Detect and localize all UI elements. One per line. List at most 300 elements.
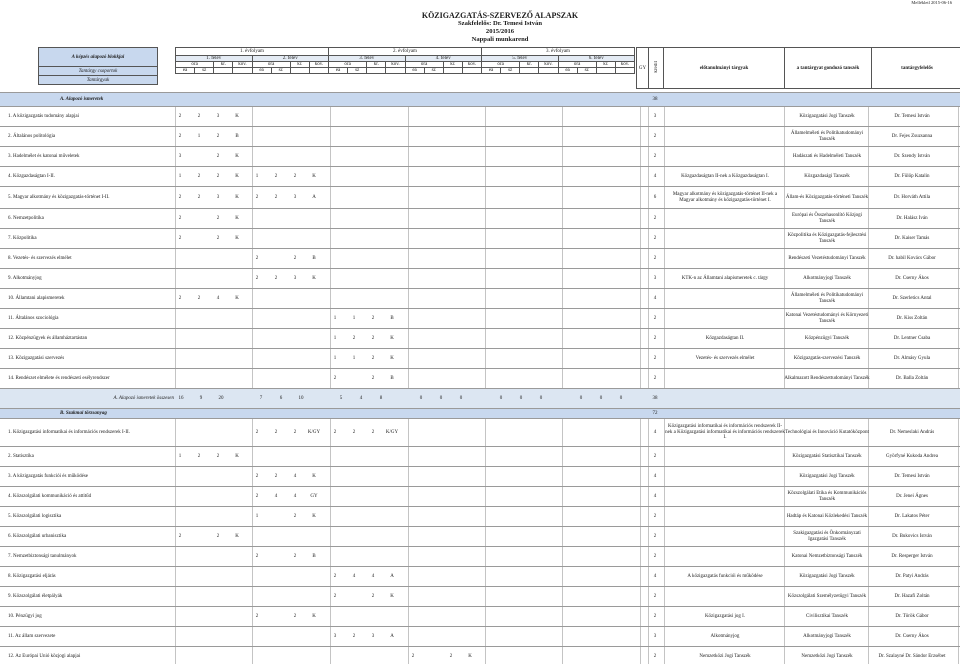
ora-label: óra — [252, 62, 290, 68]
kredit-cell: 2 — [648, 587, 662, 606]
sum-value: 9 — [193, 389, 209, 408]
kredit-cell: 2 — [648, 209, 662, 228]
prereq-cell: Közigazgatási informatikai és információs rendszerek II-nek a Közigazgatási informatikai és információs rendszerek I. — [665, 419, 785, 446]
prereq-cell — [665, 127, 785, 146]
subject-name: 12. Közpénzügyek és államháztartástan — [8, 329, 160, 348]
hour-cell: 2 — [364, 329, 382, 348]
lecturer-cell: Dr. Cserny Ákos — [868, 269, 956, 288]
prereq-cell — [665, 447, 785, 466]
hour-cell: K — [305, 467, 323, 486]
sum-value: 0 — [533, 389, 549, 408]
ora-label: óra — [405, 62, 443, 68]
hour-cell: 4 — [267, 487, 285, 506]
hour-cell: 3 — [171, 147, 189, 166]
hour-cell: 2 — [190, 447, 208, 466]
table-row — [0, 268, 960, 288]
empty-cell — [233, 68, 252, 74]
subject-name: 4. Közgazdaságtan I-II. — [8, 167, 160, 186]
prereq-cell: Vezetés- és szervezés elmélet — [665, 349, 785, 368]
hour-cell: K — [228, 147, 246, 166]
table-row — [0, 308, 960, 328]
sum-value: 0 — [453, 389, 469, 408]
hour-cell — [190, 229, 208, 248]
prereq-cell — [665, 147, 785, 166]
hour-cell: B — [305, 547, 323, 566]
meta-header — [636, 47, 960, 89]
dept-cell: Közszolgálati Személyzetügyi Tanszék — [784, 587, 870, 606]
dept-cell: Közpolitika és Közigazgatás-fejlesztési Tanszék — [784, 229, 870, 248]
hour-cell: 4 — [209, 289, 227, 308]
kr-label: kr. — [367, 62, 386, 68]
subject-name: 11. Az állam szervezete — [8, 627, 160, 646]
dept-cell: Közpénzügyi Tanszék — [784, 329, 870, 348]
kredit-cell: 2 — [648, 507, 662, 526]
table-row — [0, 566, 960, 586]
kov-label: köv. — [309, 62, 328, 68]
dept-cell: Hadtáp és Katonai Közlekedési Tanszék — [784, 507, 870, 526]
kr-label: kr. — [290, 62, 309, 68]
lecturer-cell: Dr. Patyi András — [868, 567, 956, 586]
lecturer-cell: Dr. Lakatos Péter — [868, 507, 956, 526]
subject-name: 6. Közszolgálati urbanisztika — [8, 527, 160, 546]
subject-name: 14. Rendészet elmélete és rendészeti esélyrendszer — [8, 369, 160, 388]
kr-label: kr. — [596, 62, 615, 68]
ora-label: óra — [482, 62, 520, 68]
sum-value — [473, 389, 489, 408]
year-header: 1. évfolyam — [176, 48, 329, 56]
prereq-cell — [665, 369, 785, 388]
corner-block — [38, 47, 158, 85]
hour-cell — [190, 527, 208, 546]
hour-cell: K — [461, 647, 479, 666]
table-row — [0, 526, 960, 546]
semester-header — [175, 47, 635, 74]
dept-cell: Európai és Összehasonlító Közjogi Tanszék — [784, 209, 870, 228]
doc-year: 2015/2016 — [300, 28, 700, 37]
lecturer-cell: Dr. Cserny Ákos — [868, 627, 956, 646]
prereq-cell — [665, 527, 785, 546]
hour-cell: A — [383, 567, 401, 586]
kredit-cell: 4 — [648, 289, 662, 308]
dept-cell: Államelméleti és Politikatudományi Tanszék — [784, 289, 870, 308]
table-row — [0, 626, 960, 646]
hour-cell: K — [305, 607, 323, 626]
subject-name: 12. Az Európai Unió közjogi alapjai — [8, 647, 160, 666]
doc-title: KÖZIGAZGATÁS-SZERVEZŐ ALAPSZAK — [300, 12, 700, 21]
kredit-cell: 4 — [648, 167, 662, 186]
sum-value: 0 — [493, 389, 509, 408]
hour-cell: 3 — [364, 627, 382, 646]
kredit-cell: 2 — [648, 647, 662, 666]
subjects-label: Tantárgyak — [39, 76, 158, 85]
table-row — [0, 446, 960, 466]
sum-value: 16 — [173, 389, 189, 408]
sum-value: 8 — [373, 389, 389, 408]
empty-cell — [596, 68, 615, 74]
kredit-cell: 38 — [648, 93, 662, 106]
kredit-cell: 2 — [648, 349, 662, 368]
dept-cell: Államelméleti és Politikatudományi Tanszék — [784, 127, 870, 146]
lecturer-cell: Dr. Almásy Gyula — [868, 349, 956, 368]
kredit-cell: 2 — [648, 329, 662, 348]
prereq-cell — [665, 249, 785, 268]
subject-name: 6. Nemzetpolitika — [8, 209, 160, 228]
hour-cell: 2 — [248, 269, 266, 288]
hour-cell: 2 — [267, 467, 285, 486]
subject-name: 13. Közigazgatási szervezés — [8, 349, 160, 368]
hour-cell: 2 — [364, 309, 382, 328]
hour-cell: 2 — [286, 547, 304, 566]
hour-cell — [190, 209, 208, 228]
lecturer-cell: Dr. Halász Iván — [868, 209, 956, 228]
empty-cell — [309, 68, 328, 74]
empty-cell — [386, 68, 405, 74]
sum-value: 0 — [613, 389, 629, 408]
dept-cell: Közigazgatási Statisztikai Tanszék — [784, 447, 870, 466]
ea-label: ea — [482, 68, 501, 74]
subject-name: A. Alapozó ismeretek összesen — [8, 389, 174, 408]
dept-cell: Technológiai és Innováció Kutatóközpont — [784, 419, 870, 446]
hour-cell — [267, 507, 285, 526]
table-row — [0, 646, 960, 666]
kredit-cell: 4 — [648, 567, 662, 586]
hour-cell: 2 — [364, 587, 382, 606]
hour-cell: 2 — [248, 419, 266, 446]
lecturer-cell: Dr. Szalayné Dr. Sándor Erzsébet — [868, 647, 956, 666]
hour-cell: 2 — [171, 209, 189, 228]
hour-cell: 2 — [171, 107, 189, 126]
lecturer-cell: Dr. habil Kovács Gábor — [868, 249, 956, 268]
kr-label: kr. — [214, 62, 233, 68]
dept-cell: Állam-és Közigazgatás-történeti Tanszék — [784, 187, 870, 208]
sum-value: 0 — [573, 389, 589, 408]
table-row — [0, 466, 960, 486]
table-row — [0, 586, 960, 606]
kredit-cell: 2 — [648, 547, 662, 566]
dept-cell: Szakigazgatási és Önkormányzati Igazgatási Tanszék — [784, 527, 870, 546]
lecturer-cell: Dr. Resperger István — [868, 547, 956, 566]
hour-cell: K — [228, 289, 246, 308]
table-row — [0, 506, 960, 526]
semester-label: 3. félév — [329, 56, 406, 62]
sz-label: sz — [577, 68, 596, 74]
hour-cell: 1 — [248, 167, 266, 186]
hour-cell: K — [305, 167, 323, 186]
prereq-cell: Magyar alkotmány és közigazgatás-történet II-nek a Magyar alkotmány és közigazgatás-történet I. — [665, 187, 785, 208]
kredit-cell: 2 — [648, 147, 662, 166]
hour-cell: 2 — [404, 647, 422, 666]
hour-cell: 1 — [345, 309, 363, 328]
sz-label: sz — [501, 68, 520, 74]
dept-cell: Katonai Vezetéstudományi és Környezeti Tanszék — [784, 309, 870, 328]
hour-cell: 1 — [326, 329, 344, 348]
empty-cell — [520, 68, 539, 74]
prereq-cell: KTK-n az Államtani alapismeretek c. tárgy — [665, 269, 785, 288]
hour-cell: 4 — [345, 567, 363, 586]
prereq-cell: Közgazdaságtan II. — [665, 329, 785, 348]
kov-label: köv. — [386, 62, 405, 68]
hour-cell: 4 — [364, 567, 382, 586]
empty-cell — [443, 68, 462, 74]
dept-cell: Rendészeti Vezetéstudományi Tanszék — [784, 249, 870, 268]
kov-label: köv. — [615, 62, 634, 68]
hour-cell: 2 — [209, 127, 227, 146]
hour-cell: 2 — [171, 229, 189, 248]
table-row — [0, 186, 960, 208]
hour-cell: K — [228, 209, 246, 228]
sum-value — [233, 389, 249, 408]
hour-cell: B — [383, 369, 401, 388]
subject-name: 2. Általános politológia — [8, 127, 160, 146]
dept-cell: Közigazgatási Jogi Tanszék — [784, 467, 870, 486]
hour-cell: 3 — [286, 187, 304, 208]
hour-cell: 1 — [190, 127, 208, 146]
empty-cell — [290, 68, 309, 74]
hour-cell: 2 — [345, 419, 363, 446]
hour-cell: 2 — [171, 289, 189, 308]
hour-cell: 2 — [190, 167, 208, 186]
ea-label: ea — [329, 68, 348, 74]
table-row — [0, 288, 960, 308]
hour-cell: 1 — [345, 349, 363, 368]
hour-cell — [267, 547, 285, 566]
hour-cell: K — [383, 329, 401, 348]
kr-label: kr. — [520, 62, 539, 68]
table-row — [0, 208, 960, 228]
year-header: 3. évfolyam — [482, 48, 635, 56]
hour-cell: 2 — [286, 507, 304, 526]
hour-cell: 4 — [286, 487, 304, 506]
lecturer-cell: Dr. Hazafi Zoltán — [868, 587, 956, 606]
kredit-cell: 2 — [648, 309, 662, 328]
sum-value: 0 — [513, 389, 529, 408]
kr-label: kr. — [443, 62, 462, 68]
prereq-cell — [665, 547, 785, 566]
kov-label: köv. — [539, 62, 558, 68]
kredit-cell: 2 — [648, 607, 662, 626]
dept-cell: Közigazgatási Jogi Tanszék — [784, 567, 870, 586]
hour-cell: K/GY — [383, 419, 401, 446]
kredit-cell: 2 — [648, 229, 662, 248]
subject-name: 9. Közszolgálati életpályák — [8, 587, 160, 606]
subject-name: B. Szakmai törzsanyag — [60, 409, 212, 418]
hour-cell: 2 — [209, 209, 227, 228]
hour-cell: 2 — [248, 487, 266, 506]
sz-label: sz — [424, 68, 443, 74]
dept-cell: Közszolgálati Etika és Kommunikációs Tanszék — [784, 487, 870, 506]
dept-cell: Alkalmazott Rendészettudományi Tanszék — [784, 369, 870, 388]
sz-label: sz — [271, 68, 290, 74]
hour-cell: 2 — [209, 229, 227, 248]
prereq-cell — [665, 507, 785, 526]
kov-label: köv. — [462, 62, 481, 68]
hour-cell: 2 — [286, 419, 304, 446]
hour-cell: A — [305, 187, 323, 208]
sum-value: 20 — [213, 389, 229, 408]
hour-cell: K — [383, 349, 401, 368]
empty-cell — [367, 68, 386, 74]
lecturer-cell: Dr. Horváth Attila — [868, 187, 956, 208]
ea-label: ea — [252, 68, 271, 74]
hour-cell: 2 — [326, 419, 344, 446]
subject-name: 8. Közigazgatási eljárás — [8, 567, 160, 586]
prereq-cell — [665, 289, 785, 308]
table-row — [0, 166, 960, 186]
hour-cell — [423, 647, 441, 666]
table-row — [0, 486, 960, 506]
sz-label: sz — [348, 68, 367, 74]
lecturer-cell: Dr. Kiss Zoltán — [868, 309, 956, 328]
hour-cell: B — [383, 309, 401, 328]
hour-cell: K — [228, 229, 246, 248]
hour-cell: 2 — [326, 587, 344, 606]
kredit-cell: 3 — [648, 107, 662, 126]
dept-cell: Közigazgatási Jogi Tanszék — [784, 107, 870, 126]
hour-cell: K — [228, 187, 246, 208]
subject-name: 1. A közigazgatás tudomány alapjai — [8, 107, 160, 126]
lecturer-cell: Dr. Fülöp Katalin — [868, 167, 956, 186]
doc-subtitle: Szakfelelős: Dr. Temesi István — [300, 20, 700, 29]
subject-name: 3. A közigazgatás funkciói és működése — [8, 467, 160, 486]
kredit-cell: 2 — [648, 249, 662, 268]
kredit-cell: 38 — [648, 389, 662, 408]
kredit-cell: 6 — [648, 187, 662, 208]
empty-cell — [462, 68, 481, 74]
hour-cell: 3 — [326, 627, 344, 646]
hour-cell: 1 — [248, 507, 266, 526]
hour-cell: 2 — [248, 547, 266, 566]
year-header: 2. évfolyam — [329, 48, 482, 56]
dept-cell: Alkotmányjogi Tanszék — [784, 627, 870, 646]
hour-cell: K — [305, 269, 323, 288]
table-row — [0, 126, 960, 146]
ora-label: óra — [176, 62, 214, 68]
hour-cell: 2 — [190, 107, 208, 126]
lecturer-cell: Dr. Török Gábor — [868, 607, 956, 626]
prereq-cell: Nemzetközi Jogi Tanszék — [665, 647, 785, 666]
subject-name: 1. Közigazgatási informatikai és információs rendszerek I-II. — [8, 419, 160, 446]
hour-cell: 2 — [248, 467, 266, 486]
gy-header: GY — [637, 48, 649, 89]
dept-cell: Közgazdasági Tanszék — [784, 167, 870, 186]
dept-cell: Nemzetközi Jogi Tanszék — [784, 647, 870, 666]
hour-cell: B — [228, 127, 246, 146]
sum-value — [313, 389, 329, 408]
hour-cell: GY — [305, 487, 323, 506]
hour-cell: 2 — [248, 249, 266, 268]
kredit-cell: 2 — [648, 127, 662, 146]
hour-cell: 2 — [171, 527, 189, 546]
lecturer-cell: Dr. Nemeslaki András — [868, 419, 956, 446]
section-row — [0, 92, 960, 106]
hour-cell: 1 — [171, 447, 189, 466]
empty-cell — [214, 68, 233, 74]
prereq-cell — [665, 309, 785, 328]
kredit-cell: 72 — [648, 409, 662, 418]
lecturer-cell: Dr. Lentner Csaba — [868, 329, 956, 348]
hour-cell: 2 — [171, 127, 189, 146]
lecturer-cell: Dr. Balla Zoltán — [868, 369, 956, 388]
group-label: Tantárgy csoportok — [39, 67, 158, 76]
hour-cell: 2 — [209, 527, 227, 546]
hour-cell: B — [305, 249, 323, 268]
dept-cell: Hadászati és Hadelméleti Tanszék — [784, 147, 870, 166]
ora-label: óra — [329, 62, 367, 68]
lecturer-cell: Dr. Jenei Ágnes — [868, 487, 956, 506]
hour-cell: 3 — [209, 187, 227, 208]
prereq-cell — [665, 209, 785, 228]
ea-label: ea — [405, 68, 424, 74]
ea-label: ea — [558, 68, 577, 74]
hour-cell: 2 — [248, 607, 266, 626]
dept-cell: Civilisztikai Tanszék — [784, 607, 870, 626]
hour-cell: K — [228, 527, 246, 546]
hour-cell: 2 — [345, 627, 363, 646]
kredit-header: kredit — [649, 48, 664, 89]
subject-name: 10. Államtani alapismeretek — [8, 289, 160, 308]
table-row — [0, 248, 960, 268]
table-row — [0, 368, 960, 388]
kredit-cell: 2 — [648, 369, 662, 388]
hour-cell: K — [305, 507, 323, 526]
sum-value: 10 — [293, 389, 309, 408]
subject-name: 3. Hadelmélet és katonai műveletek — [8, 147, 160, 166]
kredit-cell: 3 — [648, 627, 662, 646]
hour-cell — [190, 147, 208, 166]
hour-cell: 2 — [190, 289, 208, 308]
table-row — [0, 606, 960, 626]
dept-cell: Katonai Nemzetbiztonsági Tanszék — [784, 547, 870, 566]
hour-cell: K — [228, 107, 246, 126]
hour-cell: 2 — [345, 329, 363, 348]
hour-cell: 2 — [209, 167, 227, 186]
hour-cell: 4 — [286, 467, 304, 486]
subject-name: 10. Pénzügyi jog — [8, 607, 160, 626]
table-row — [0, 328, 960, 348]
prereq-header: előtanulmányi tárgyak — [664, 48, 785, 89]
sum-value — [553, 389, 569, 408]
prereq-cell — [665, 487, 785, 506]
table-row — [0, 106, 960, 126]
empty-cell — [615, 68, 634, 74]
kredit-cell: 4 — [648, 487, 662, 506]
lecturer-cell: Dr. Szerletics Antal — [868, 289, 956, 308]
summary-row — [0, 388, 960, 408]
dept-cell: Alkotmányjogi Tanszék — [784, 269, 870, 288]
subject-name: 8. Vezetés- és szervezés elmélet — [8, 249, 160, 268]
corner-title: A képzés alapozó blokkjai — [39, 48, 158, 67]
sum-value: 0 — [433, 389, 449, 408]
dept-cell: Közigazgatás-szervezési Tanszék — [784, 349, 870, 368]
lecturer-cell: Dr. Temesi István — [868, 107, 956, 126]
sum-value — [393, 389, 409, 408]
kredit-cell: 3 — [648, 269, 662, 288]
prereq-cell: A közigazgatás funkciói és működése — [665, 567, 785, 586]
prereq-cell — [665, 587, 785, 606]
semester-label: 1. félév — [176, 56, 253, 62]
hour-cell: 2 — [209, 447, 227, 466]
hour-cell: 2 — [326, 369, 344, 388]
hour-cell: 2 — [364, 369, 382, 388]
subject-name: 9. Alkotmányjog — [8, 269, 160, 288]
hour-cell: 3 — [209, 107, 227, 126]
ora-label: óra — [558, 62, 596, 68]
lecturer-header: tantárgyfelelős — [872, 48, 960, 89]
lecturer-cell: Dr. Temesi István — [868, 467, 956, 486]
subject-name: 5. Magyar alkotmány és közigazgatás-történet I-II. — [8, 187, 160, 208]
kredit-cell: 2 — [648, 527, 662, 546]
prereq-cell: Közgazdaságtan II-nek a Közgazdaságtan I. — [665, 167, 785, 186]
